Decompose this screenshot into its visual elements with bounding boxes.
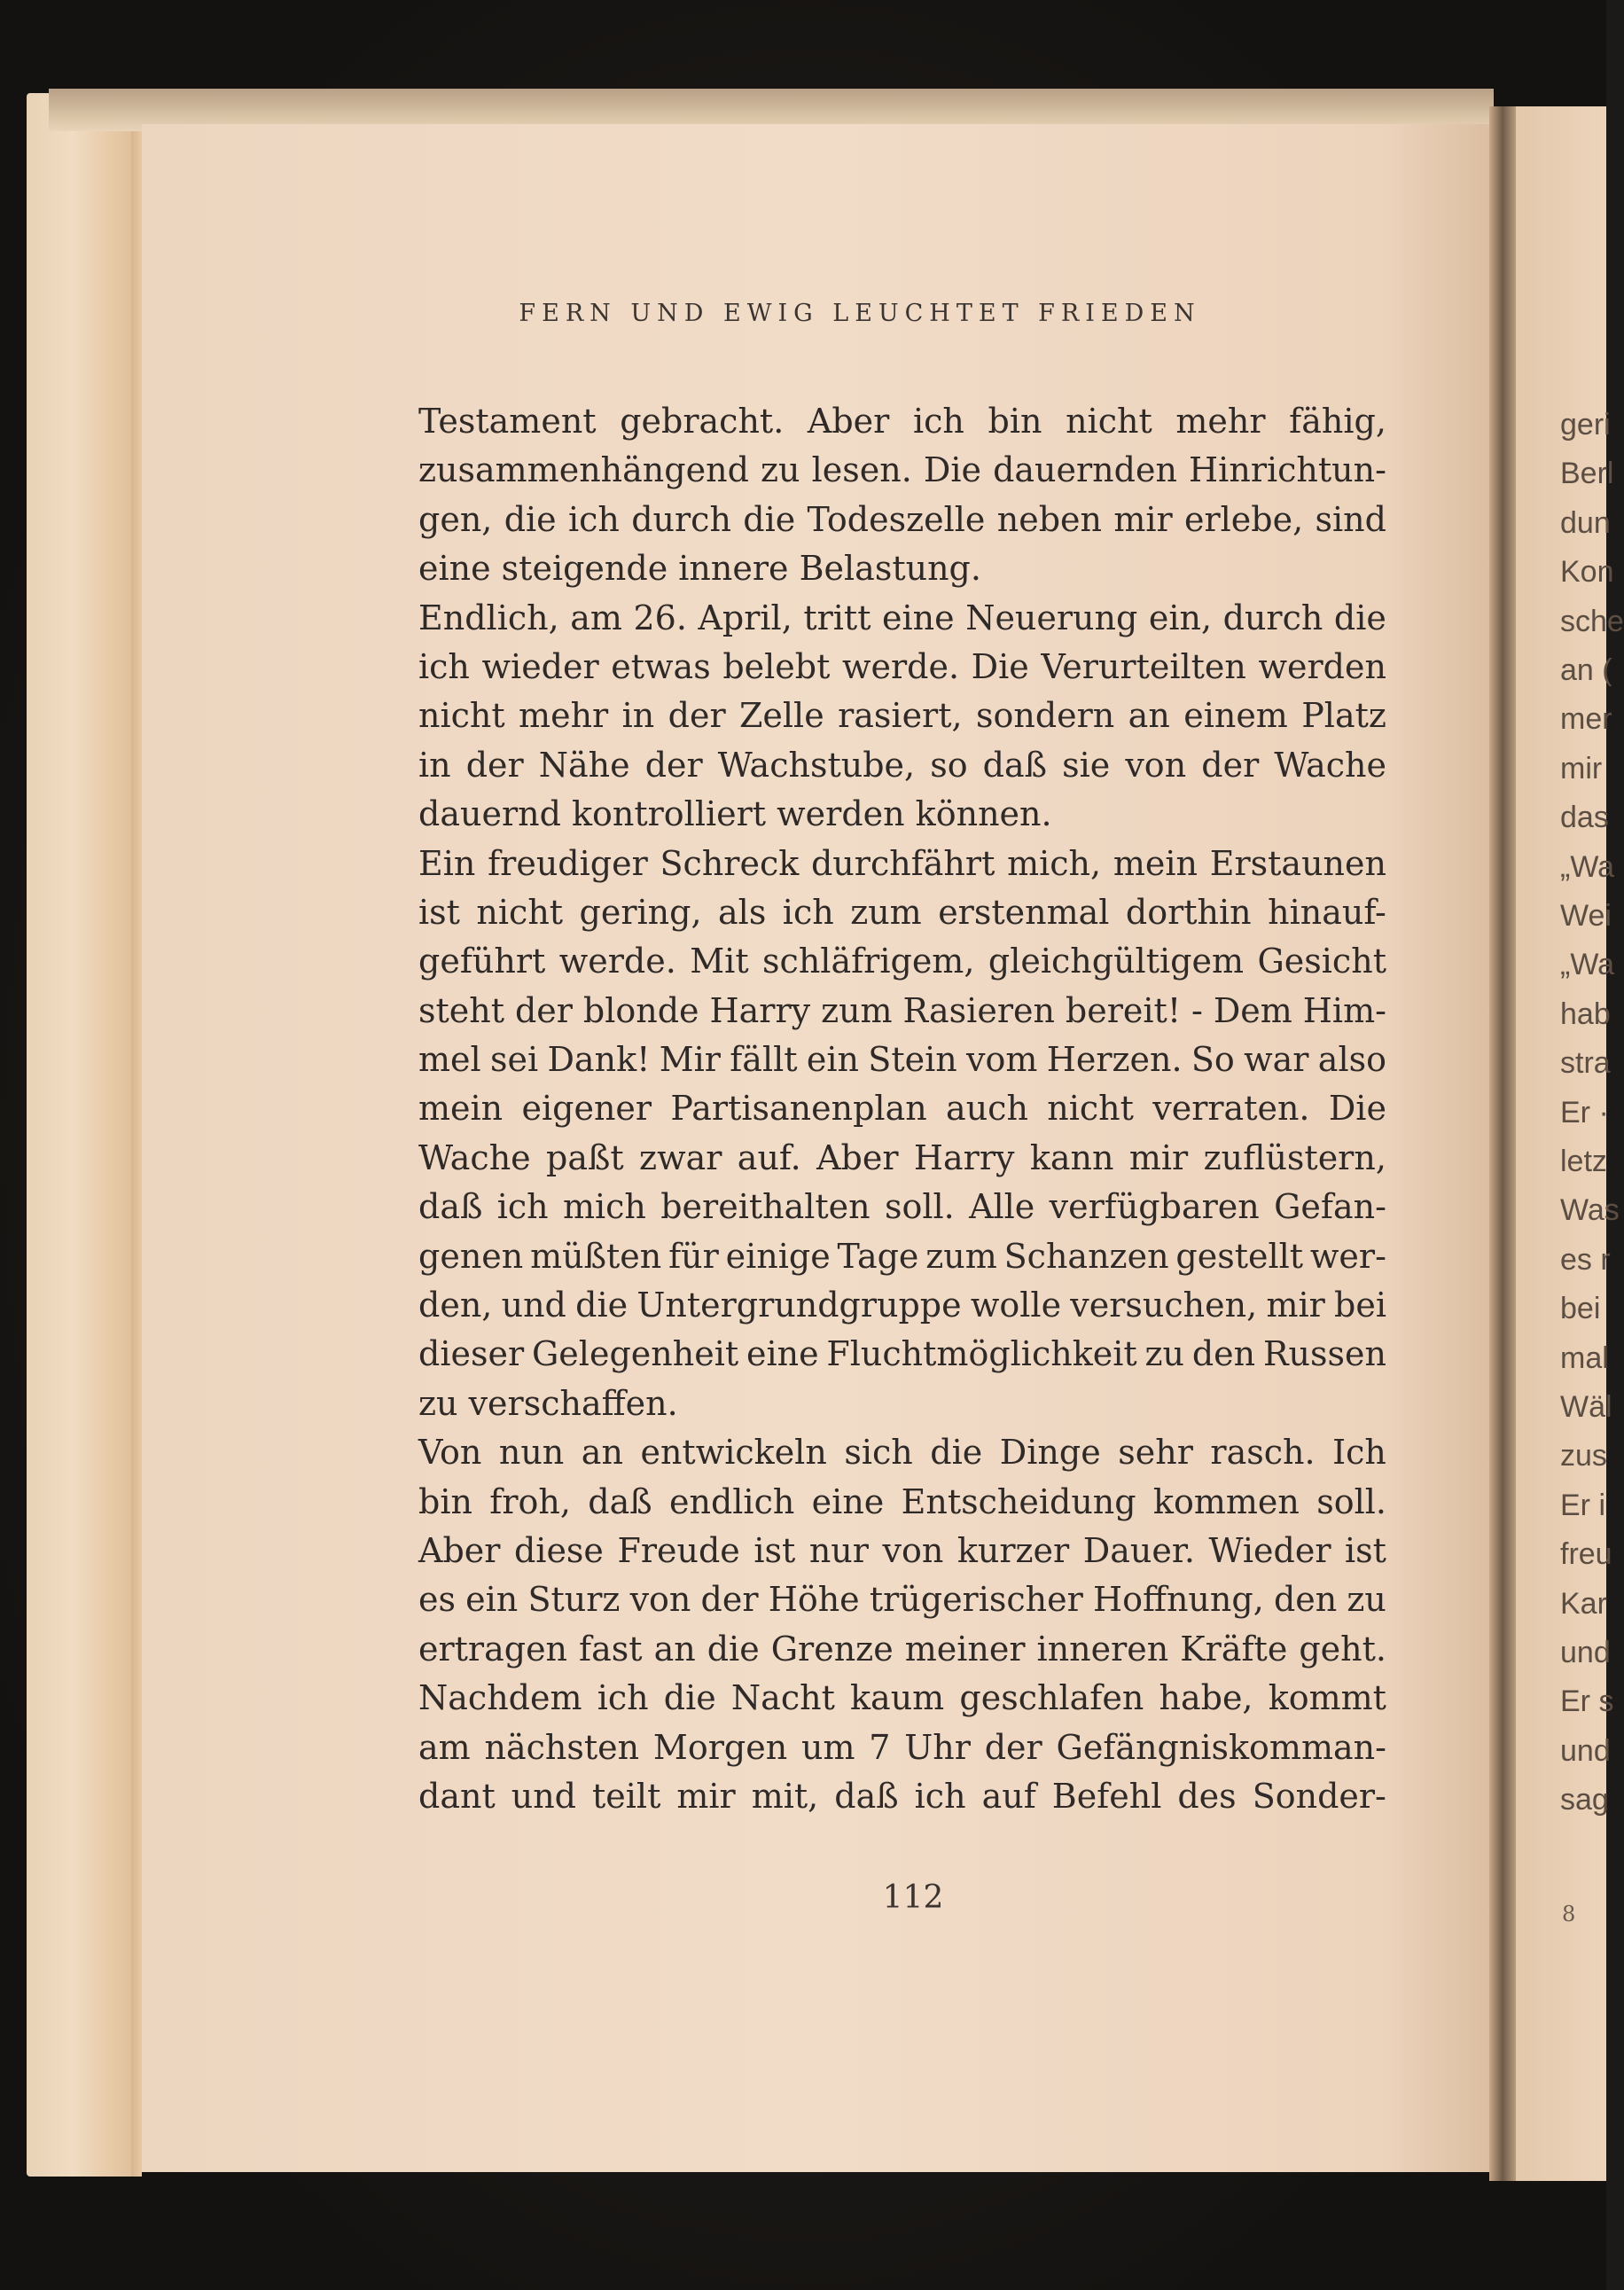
text-line: zu verschaffen. — [418, 1383, 678, 1423]
text-line: Aber diese Freude ist nur von kurzer Dauer. Wieder ist — [418, 1530, 1386, 1570]
text-line: Ein freudiger Schreck durchfährt mich, mein Erstaunen — [418, 843, 1386, 883]
text-line: ertragen fast an die Grenze meiner inneren Kräfte geht. — [418, 1629, 1386, 1669]
text-line: daß ich mich bereithalten soll. Alle verfügbaren Gefan- — [418, 1187, 1386, 1227]
text-line: nicht mehr in der Zelle rasiert, sondern an einem Platz — [418, 696, 1386, 736]
right-page-line: sag — [1560, 1783, 1609, 1817]
text-line: gen, die ich durch die Todeszelle neben mir erlebe, sind — [418, 499, 1386, 539]
book-gutter — [1489, 106, 1516, 2181]
right-page-line: Wäl — [1560, 1390, 1612, 1424]
page-number: 112 — [882, 1880, 944, 1916]
right-page-line: Wei — [1560, 899, 1612, 933]
right-page-line: Was — [1560, 1193, 1620, 1228]
right-page-number: 8 — [1562, 1902, 1576, 1927]
text-line: mel sei Dank! Mir fällt ein Stein vom Herzen. So war also — [418, 1040, 1386, 1080]
right-page-line: hab — [1560, 997, 1611, 1031]
text-line: es ein Sturz von der Höhe trügerischer Hoffnung, den zu — [418, 1580, 1386, 1620]
right-page-line: bei — [1560, 1292, 1601, 1326]
right-page-line: Berl — [1560, 457, 1614, 491]
right-page-line: und — [1560, 1733, 1611, 1768]
right-page-line: das — [1560, 801, 1609, 835]
right-page-line: letz — [1560, 1145, 1607, 1178]
right-page-line: freu — [1560, 1537, 1612, 1572]
text-line: Von nun an entwickeln sich die Dinge sehr rasch. Ich — [418, 1433, 1386, 1473]
right-page-line: Kon — [1560, 555, 1614, 590]
text-line: am nächsten Morgen um 7 Uhr der Gefängniskomman- — [418, 1727, 1386, 1767]
right-page-line: Kar — [1560, 1586, 1607, 1621]
text-line: geführt werde. Mit schläfrigem, gleichgültigem Gesicht — [418, 942, 1386, 981]
right-page-line: geri — [1560, 408, 1611, 442]
right-page-line: stra — [1560, 1046, 1611, 1081]
right-page-line: „Wa — [1560, 849, 1615, 884]
text-line: zusammenhängend zu lesen. Die dauernden Hinrichtun- — [418, 450, 1386, 490]
body-text — [418, 397, 1386, 1821]
right-page-line: und — [1560, 1636, 1611, 1669]
right-page-line: an ( — [1560, 653, 1612, 687]
book-page-edges — [27, 93, 142, 2177]
text-line: Testament gebracht. Aber ich bin nicht mehr fähig, — [418, 402, 1386, 441]
running-head: FERN UND EWIG LEUCHTET FRIEDEN — [519, 300, 1201, 327]
text-line: steht der blonde Harry zum Rasieren bereit! - Dem Him- — [418, 990, 1386, 1030]
text-line: eine steigende innere Belastung. — [418, 549, 981, 589]
text-line: Nachdem ich die Nacht kaum geschlafen habe, kommt — [418, 1678, 1386, 1718]
text-line: den, und die Untergrundgruppe wolle versuchen, mir bei — [418, 1286, 1386, 1325]
right-page-line: dun — [1560, 505, 1611, 540]
text-line: genen müßten für einige Tage zum Schanzen gestellt wer- — [418, 1236, 1386, 1276]
right-page-line: es r — [1560, 1242, 1611, 1277]
text-line: dieser Gelegenheit eine Fluchtmöglichkeit zu den Russen — [418, 1334, 1386, 1374]
text-line: in der Nähe der Wachstube, so daß sie von der Wache — [418, 745, 1386, 785]
right-page-line: sche — [1560, 604, 1624, 638]
right-page-line: zus — [1560, 1439, 1607, 1473]
right-page-fragment — [1516, 106, 1624, 2181]
right-page-line: Er · — [1560, 1095, 1609, 1129]
text-line: bin froh, daß endlich eine Entscheidung kommen soll. — [418, 1481, 1386, 1521]
right-page-line: Er i — [1560, 1488, 1605, 1522]
text-line: dant und teilt mir mit, daß ich auf Befehl des Sonder- — [418, 1776, 1386, 1816]
right-page-line: mir — [1560, 751, 1603, 785]
text-line: Endlich, am 26. April, tritt eine Neuerung ein, durch die — [418, 598, 1386, 637]
right-page-line: Er s — [1560, 1684, 1614, 1719]
right-page-line: „Wa — [1560, 948, 1615, 982]
text-line: ich wieder etwas belebt werde. Die Verurteilten werden — [418, 646, 1386, 686]
text-line: mein eigener Partisanenplan auch nicht verraten. Die — [418, 1089, 1386, 1129]
right-page-line: mal — [1560, 1340, 1609, 1375]
text-line: Wache paßt zwar auf. Aber Harry kann mir zuflüstern, — [418, 1137, 1386, 1177]
right-page-line: mer — [1560, 702, 1612, 737]
text-line: ist nicht gering, als ich zum erstenmal dorthin hinauf- — [418, 892, 1386, 932]
text-line: dauernd kontrolliert werden können. — [418, 794, 1052, 834]
